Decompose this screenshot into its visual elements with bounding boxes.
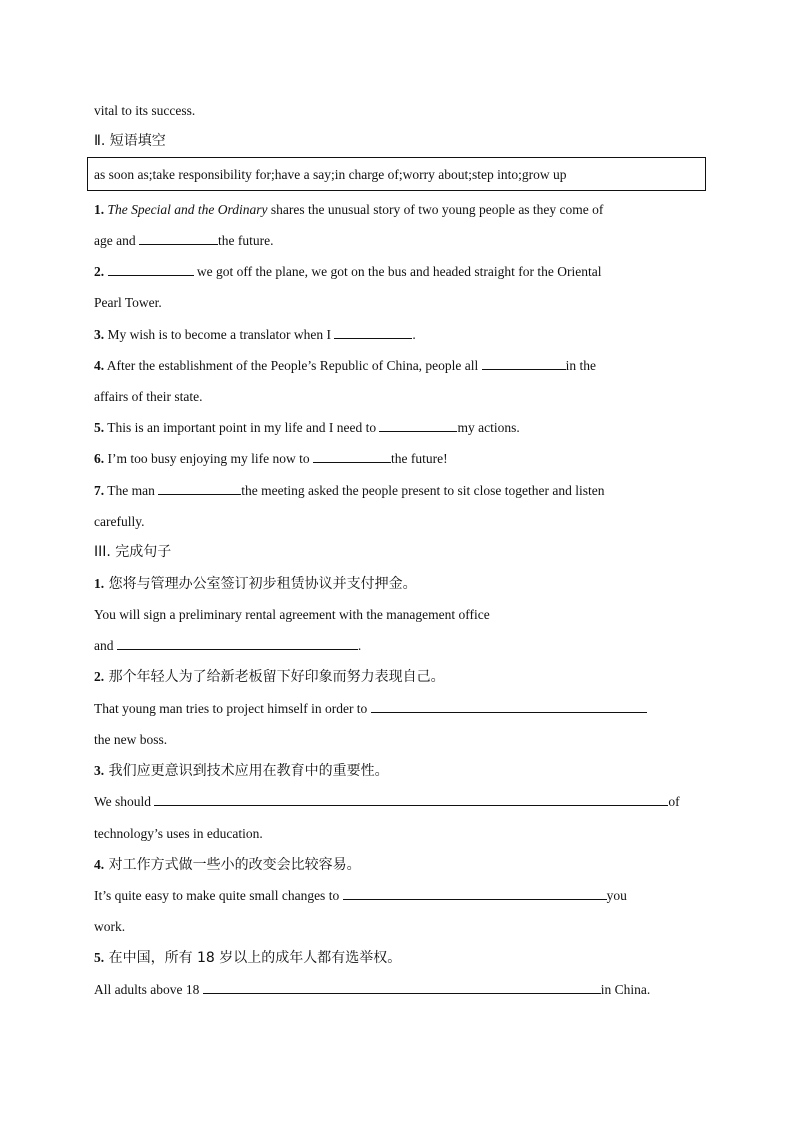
- item-text: .: [357, 638, 362, 653]
- chinese-prompt: 那个年轻人为了给新老板留下好印象而努力表现自己。: [104, 669, 445, 685]
- item-number: 1.: [94, 202, 105, 217]
- item-number: 1.: [94, 576, 105, 591]
- item-number: 6.: [94, 451, 105, 466]
- answer-blank[interactable]: [108, 263, 194, 276]
- item-text: That young man tries to project himself in order to: [94, 701, 371, 716]
- item-number: 7.: [94, 483, 105, 498]
- s3-item2-line2: the new boss.: [94, 732, 168, 747]
- s3-item3-chinese: [94, 762, 700, 780]
- item-text: The man: [104, 483, 159, 498]
- s2-item1-line2: [94, 232, 700, 250]
- item-number: 3.: [94, 763, 105, 778]
- s3-item2-line1: [94, 700, 700, 718]
- answer-blank[interactable]: [313, 450, 391, 463]
- s3-item1-chinese: [94, 575, 700, 593]
- chinese-prompt: 我们应更意识到技术应用在教育中的重要性。: [104, 763, 389, 779]
- answer-blank[interactable]: [379, 419, 457, 432]
- answer-blank[interactable]: [343, 887, 607, 900]
- s2-item3-line1: [94, 326, 700, 344]
- top-fragment: vital to its success.: [94, 103, 196, 118]
- item-text: the future.: [217, 233, 274, 248]
- item-text: of: [668, 794, 680, 809]
- item-number: 5.: [94, 420, 105, 435]
- item-text: All adults above 18: [94, 982, 203, 997]
- book-title: The Special and the Ordinary: [107, 202, 268, 217]
- answer-blank[interactable]: [334, 326, 412, 339]
- s2-item2-line1: [94, 263, 700, 281]
- s3-item1-line1: You will sign a preliminary rental agreement with the management office: [94, 607, 490, 622]
- answer-blank[interactable]: [371, 700, 647, 713]
- answer-blank[interactable]: [158, 482, 241, 495]
- item-number: 2.: [94, 669, 105, 684]
- item-text: we got off the plane, we got on the bus and headed straight for the Oriental: [193, 264, 602, 279]
- answer-blank[interactable]: [139, 232, 218, 245]
- s3-item4-line1: [94, 887, 700, 905]
- s2-item7-line2: carefully.: [94, 514, 145, 529]
- s2-item1-line1: [94, 201, 700, 219]
- item-text: my actions.: [457, 420, 520, 435]
- chinese-prompt: 您将与管理办公室签订初步租赁协议并支付押金。: [104, 576, 417, 592]
- s2-item4-line1: [94, 357, 700, 375]
- s2-item7-line1: [94, 482, 700, 500]
- item-text: This is an important point in my life and I need to: [104, 420, 380, 435]
- item-text: My wish is to become a translator when I: [104, 327, 335, 342]
- s3-item1-line2: [94, 637, 700, 655]
- item-number: 4.: [94, 358, 105, 373]
- item-text: you: [606, 888, 627, 903]
- s3-item5-chinese: [94, 949, 700, 967]
- s3-item3-line1: [94, 793, 700, 811]
- item-text: the meeting asked the people present to sit close together and listen: [241, 483, 605, 498]
- item-text: in China.: [600, 982, 651, 997]
- item-number: 5.: [94, 950, 105, 965]
- item-text: and: [94, 638, 117, 653]
- answer-blank[interactable]: [154, 793, 668, 806]
- item-text: It’s quite easy to make quite small changes to: [94, 888, 343, 903]
- s3-item4-chinese: [94, 856, 700, 874]
- word-box-text: as soon as;take responsibility for;have a say;in charge of;worry about;step into;grow up: [94, 167, 567, 182]
- s2-item6-line1: [94, 450, 700, 468]
- answer-blank[interactable]: [203, 981, 601, 994]
- item-text: I’m too busy enjoying my life now to: [104, 451, 313, 466]
- s3-item3-line2: technology’s uses in education.: [94, 826, 263, 841]
- chinese-prompt: 对工作方式做一些小的改变会比较容易。: [104, 857, 361, 873]
- item-number: 3.: [94, 327, 105, 342]
- chinese-prompt: 在中国，所有 18 岁以上的成年人都有选举权。: [104, 950, 402, 966]
- item-text: age and: [94, 233, 139, 248]
- item-text: We should: [94, 794, 155, 809]
- item-number: 4.: [94, 857, 105, 872]
- word-box: [87, 157, 706, 191]
- s2-item5-line1: [94, 419, 700, 437]
- item-text: .: [412, 327, 416, 342]
- s2-item2-line2: Pearl Tower.: [94, 295, 162, 310]
- item-text: After the establishment of the People’s Republic of China, people all: [104, 358, 482, 373]
- section2-heading: Ⅱ. 短语填空: [94, 133, 166, 149]
- s3-item4-line2: work.: [94, 919, 126, 934]
- answer-blank[interactable]: [482, 357, 566, 370]
- s2-item4-line2: affairs of their state.: [94, 389, 203, 404]
- item-text: the future!: [390, 451, 448, 466]
- s3-item5-line1: [94, 981, 700, 999]
- item-text: shares the unusual story of two young people as they come of: [267, 202, 604, 217]
- item-number: 2.: [94, 264, 105, 279]
- s3-item2-chinese: [94, 668, 700, 686]
- answer-blank[interactable]: [117, 637, 358, 650]
- section3-heading: III. 完成句子: [94, 544, 172, 560]
- item-text: in the: [565, 358, 597, 373]
